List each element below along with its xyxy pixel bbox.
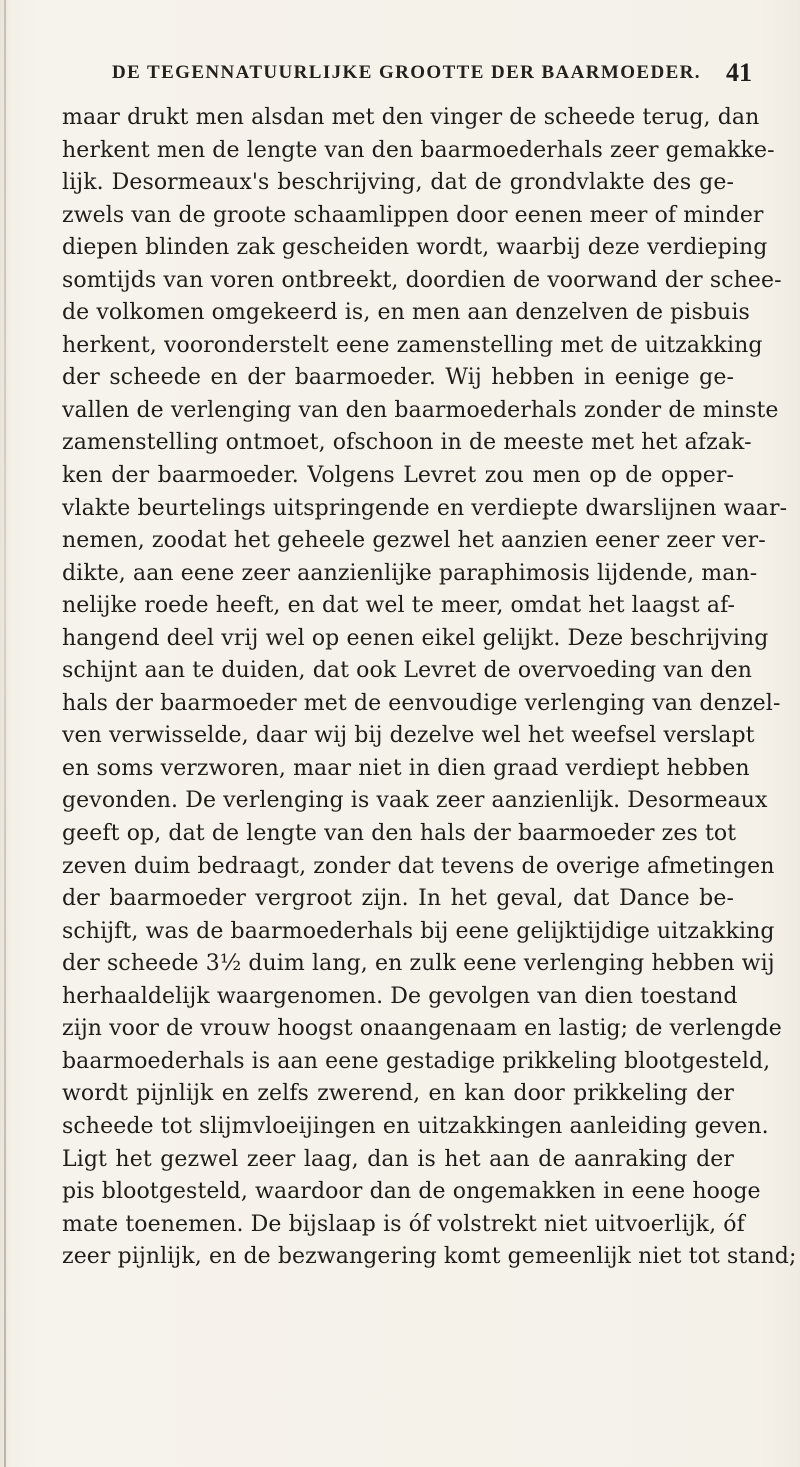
text-line: zeer pijnlijk, en de bezwangering komt gemeenlijk niet tot stand; (62, 1244, 797, 1270)
text-line: gevonden. De verlenging is vaak zeer aanzienlijk. Desormeaux (62, 788, 768, 814)
text-line: hals der baarmoeder met de eenvoudige verlenging van denzel- (62, 690, 781, 716)
text-line: der scheede en der baarmoeder. Wij hebben in eenige ge- (62, 365, 734, 391)
text-line: ven verwisselde, daar wij bij dezelve wel het weefsel verslapt (62, 723, 755, 749)
text-line: zwels van de groote schaamlippen door eenen meer of minder (62, 202, 764, 228)
page-gutter-edge (4, 0, 6, 1467)
text-line: somtijds van voren ontbreekt, doordien de voorwand der schee- (62, 267, 782, 293)
text-line: mate toenemen. De bijslaap is óf volstrekt niet uitvoerlijk, óf (62, 1211, 745, 1237)
text-line: en soms verzworen, maar niet in dien graad verdiept hebben (62, 755, 750, 781)
text-line: schijft, was de baarmoederhals bij eene gelijktijdige uitzakking (62, 918, 775, 944)
text-line: schijnt aan te duiden, dat ook Levret de overvoeding van den (62, 658, 753, 684)
text-line: dikte, aan eene zeer aanzienlijke paraphimosis lijdende, man- (62, 560, 758, 586)
text-line: hangend deel vrij wel op eenen eikel gelijkt. Deze beschrijving (62, 625, 769, 651)
text-line: diepen blinden zak gescheiden wordt, waarbij deze verdieping (62, 235, 768, 261)
text-line: lijk. Desormeaux's beschrijving, dat de grondvlakte des ge- (62, 170, 734, 196)
page-header (112, 58, 752, 94)
page-number: 41 (726, 58, 752, 87)
text-line: pis blootgesteld, waardoor dan de ongemakken in eene hooge (62, 1179, 761, 1205)
text-line: zeven duim bedraagt, zonder dat tevens de overige afmetingen (62, 853, 775, 879)
text-line: vlakte beurtelings uitspringende en verdiepte dwarslijnen waar- (62, 495, 788, 521)
body-text (62, 102, 797, 1274)
running-title: DE TEGENNATUURLIJKE GROOTTE DER BAARMOEDER. (112, 62, 701, 83)
text-line: nelijke roede heeft, en dat wel te meer, omdat het laagst af- (62, 593, 736, 619)
text-line: baarmoederhals is aan eene gestadige prikkeling blootgesteld, (62, 1048, 771, 1074)
text-line: wordt pijnlijk en zelfs zwerend, en kan door prikkeling der (62, 1081, 734, 1107)
text-line: der scheede 3½ duim lang, en zulk eene verlenging hebben wij (62, 951, 775, 977)
text-line: scheede tot slijmvloeijingen en uitzakkingen aanleiding geven. (62, 1113, 769, 1139)
text-line: herkent, vooronderstelt eene zamenstelling met de uitzakking (62, 332, 763, 358)
text-line: ken der baarmoeder. Volgens Levret zou men op de opper- (62, 463, 734, 489)
text-line: herhaaldelijk waargenomen. De gevolgen van dien toestand (62, 983, 738, 1009)
text-line: de volkomen omgekeerd is, en men aan denzelven de pisbuis (62, 300, 750, 326)
text-line: vallen de verlenging van den baarmoederhals zonder de minste (62, 397, 779, 423)
text-line: der baarmoeder vergroot zijn. In het geval, dat Dance be- (62, 886, 734, 912)
text-line: herkent men de lengte van den baarmoederhals zeer gemakke- (62, 137, 775, 163)
text-line: zamenstelling ontmoet, ofschoon in de meeste met het afzak- (62, 430, 752, 456)
text-line: Ligt het gezwel zeer laag, dan is het aan de aanraking der (62, 1146, 734, 1172)
text-line: geeft op, dat de lengte van den hals der baarmoeder zes tot (62, 821, 737, 847)
text-line: zijn voor de vrouw hoogst onaangenaam en lastig; de verlengde (62, 1016, 782, 1042)
text-line: maar drukt men alsdan met den vinger de scheede terug, dan (62, 105, 760, 130)
text-line: nemen, zoodat het geheele gezwel het aanzien eener zeer ver- (62, 528, 766, 554)
